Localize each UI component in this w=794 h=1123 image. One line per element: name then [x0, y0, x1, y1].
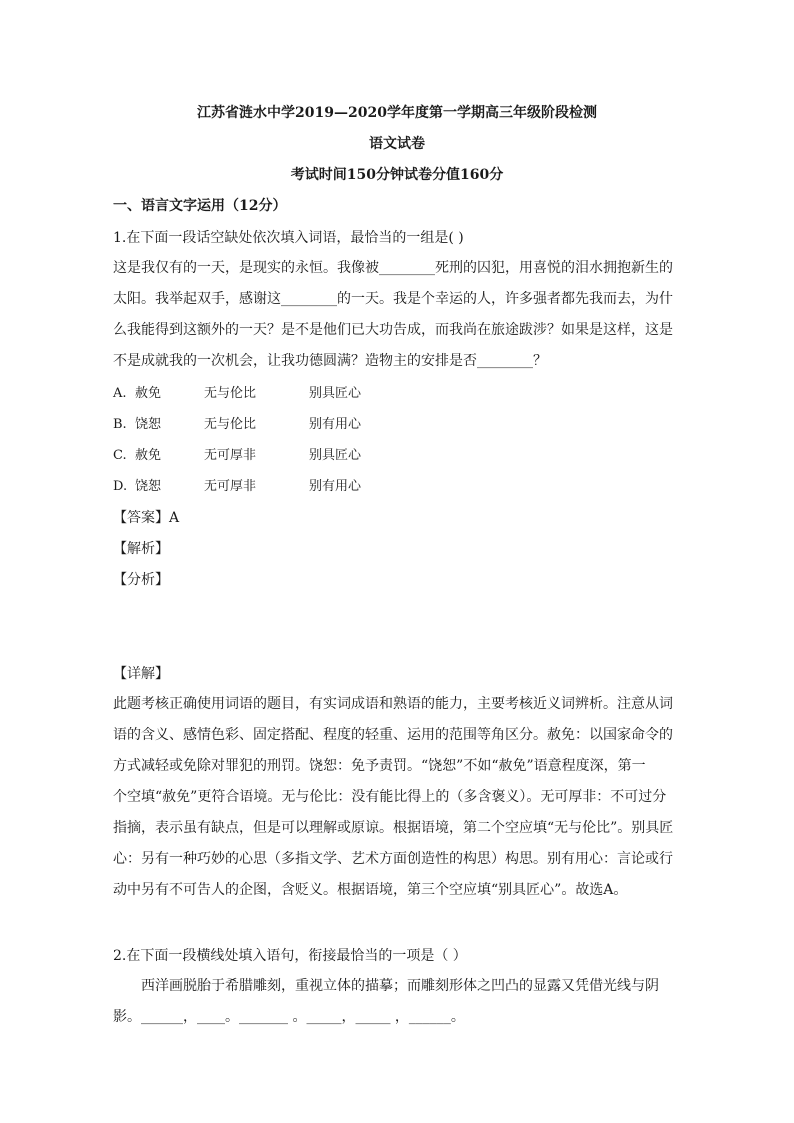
- passage-line: 么我能得到这额外的一天？是不是他们已大功告成，而我尚在旅途跋涉？如果是这样，这是: [113, 322, 673, 338]
- passage-line: 影。______，____。_______ 。_____，_____ ，______。: [113, 1009, 465, 1025]
- option-word-3: 别有用心: [309, 479, 362, 494]
- analysis-label: 【解析】: [113, 541, 169, 557]
- option-word-3: 别有用心: [309, 417, 362, 432]
- option-label: A.: [113, 386, 127, 401]
- option-word-1: 赦免: [135, 448, 162, 463]
- passage-line: 太阳。我举起双手，感谢这________的一天。我是个幸运的人，许多强者都先我而去，为什: [113, 291, 673, 307]
- option-word-1: 饶恕: [135, 479, 162, 494]
- detail-line: 动中另有不可告人的企图，含贬义。根据语境，第三个空应填“别具匠心”。故选A。: [113, 882, 628, 898]
- option-word-1: 赦免: [135, 386, 162, 401]
- exam-subtitle: 语文试卷: [369, 136, 425, 152]
- passage-line: 不是成就我的一次机会，让我功德圆满？造物主的安排是否________？: [113, 353, 547, 369]
- option-word-2: 无可厚非: [204, 479, 257, 494]
- option-label: B.: [113, 417, 127, 432]
- fenxi-label: 【分析】: [113, 572, 169, 588]
- option-word-2: 无可厚非: [204, 448, 257, 463]
- option-word-3: 别具匠心: [309, 386, 362, 401]
- option-word-3: 别具匠心: [309, 448, 362, 463]
- passage-line: 西洋画脱胎于希腊雕刻，重视立体的描摹；而雕刻形体之凹凸的显露又凭借光线与阴: [141, 978, 659, 994]
- passage-line: 这是我仅有的一天，是现实的永恒。我像被________死刑的囚犯，用喜悦的泪水拥抱新生的: [113, 260, 673, 276]
- detail-line: 个空填“赦免”更符合语境。无与伦比：没有能比得上的（多含褒义）。无可厚非：不可过分: [113, 789, 667, 805]
- detail-line: 方式减轻或免除对罪犯的刑罚。饶恕：免予责罚。“饶恕”不如“赦免”语意程度深，第一: [113, 758, 646, 774]
- detail-explanation: [113, 689, 688, 906]
- option-word-1: 饶恕: [135, 417, 162, 432]
- option-word-2: 无与伦比: [204, 417, 257, 432]
- exam-title: 江苏省涟水中学2019—2020学年度第一学期高三年级阶段检测: [197, 105, 597, 121]
- detail-label: 【详解】: [113, 666, 169, 682]
- detail-line: 指摘，表示虽有缺点，但是可以理解或原谅。根据语境，第二个空应填“无与伦比”。别具匠: [113, 820, 674, 836]
- option-word-2: 无与伦比: [204, 386, 257, 401]
- section-heading: 一、语言文字运用（12分）: [113, 198, 287, 214]
- option-label: D.: [113, 479, 128, 494]
- question-1-passage: [113, 253, 688, 377]
- answer: 【答案】A: [113, 510, 180, 526]
- detail-line: 此题考核正确使用词语的题目，有实词成语和熟语的能力，主要考核近义词辨析。注意从词: [113, 696, 673, 712]
- question-1-prompt: 1.在下面一段话空缺处依次填入词语，最恰当的一组是( ): [113, 230, 464, 246]
- exam-info: 考试时间150分钟试卷分值160分: [290, 167, 504, 183]
- option-label: C.: [113, 448, 127, 463]
- question-2-passage: [113, 971, 688, 1033]
- detail-line: 语的含义、感情色彩、固定搭配、程度的轻重、运用的范围等角区分。赦免：以国家命令的: [113, 727, 673, 743]
- detail-line: 心：另有一种巧妙的心思（多指文学、艺术方面创造性的构思）构思。别有用心：言论或行: [113, 851, 673, 867]
- question-2-prompt: 2.在下面一段横线处填入语句，衔接最恰当的一项是（ ）: [113, 948, 467, 964]
